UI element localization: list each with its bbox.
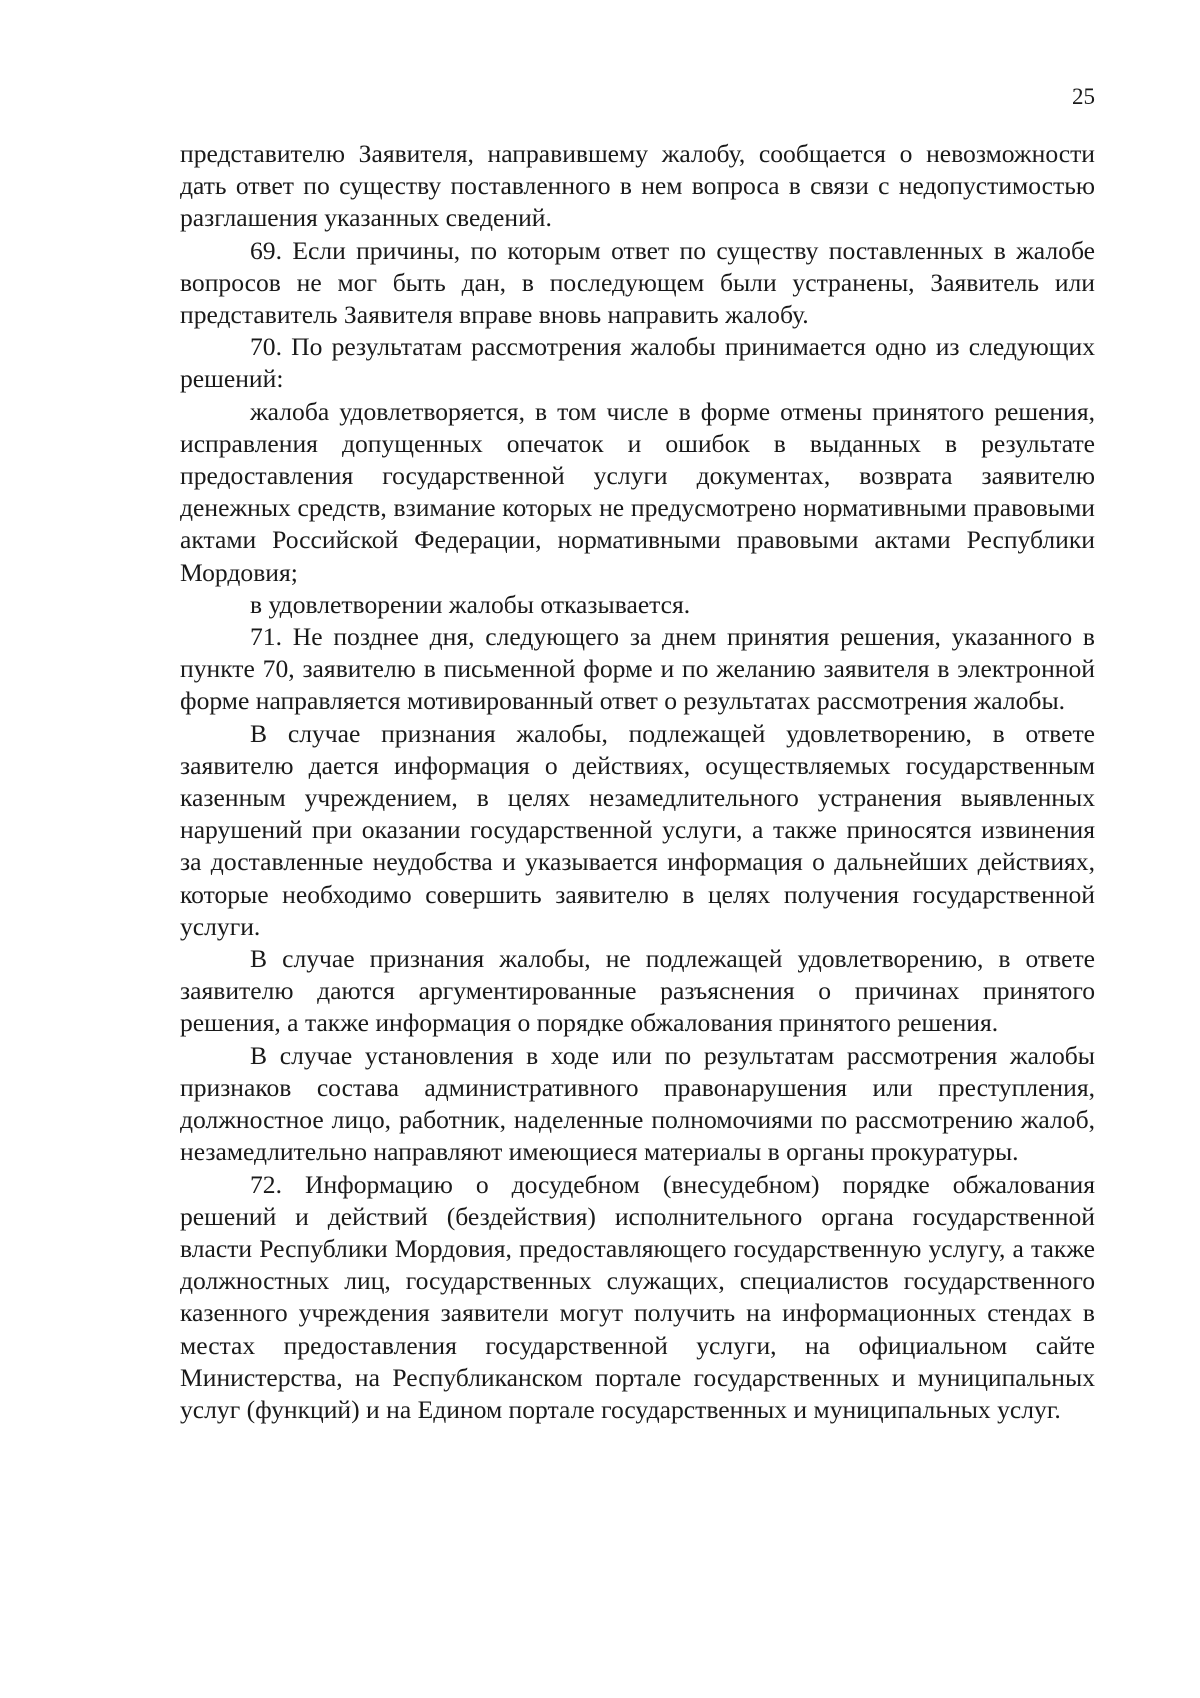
paragraph-clause-71: 71. Не позднее дня, следующего за днем принятия решения, указанного в пункте 70, заявителю в письменной форме и по желанию заявителя в электронной форме направляется мотивированный ответ о результатах рассмотрения жалобы. (180, 622, 1095, 716)
paragraph: в удовлетворении жалобы отказывается. (250, 589, 691, 619)
paragraph: В случае признания жалобы, подлежащей удовлетворению, в ответе заявителю дается информация о действиях, осуществляемых государственным казенным учреждением, в целях незамедлительного устранения выявленных нарушений при оказании государственной услуги, а также приносятся извинения за доставленные неудобства и указывается информация о дальнейших действиях, которые необходимо совершить заявителю в целях получения государственной услуги. (180, 718, 1095, 941)
page-number: 25 (1072, 84, 1095, 109)
paragraph: представителю Заявителя, направившему жалобу, сообщается о невозможности дать ответ по существу поставленного в нем вопроса в связи с недопустимостью разглашения указанных сведений. (180, 139, 1095, 233)
paragraph: жалоба удовлетворяется, в том числе в форме отмены принятого решения, исправления допущенных опечаток и ошибок в выданных в результате предоставления государственной услуги документах, возврата заявителю денежных средств, взимание которых не предусмотрено нормативными правовыми актами Российской Федерации, нормативными правовыми актами Республики Мордовия; (180, 396, 1095, 587)
paragraph-clause-69: 69. Если причины, по которым ответ по существу поставленных в жалобе вопросов не мог быть дан, в последующем были устранены, Заявитель или представитель Заявителя вправе вновь направить жалобу. (180, 235, 1095, 330)
paragraph: В случае установления в ходе или по результатам рассмотрения жалобы признаков состава административного правонарушения или преступления, должностное лицо, работник, наделенные полномочиями по рассмотрению жалоб, незамедлительно направляют имеющиеся материалы в органы прокуратуры. (180, 1040, 1095, 1167)
paragraph-clause-70: 70. По результатам рассмотрения жалобы принимается одно из следующих решений: (180, 332, 1095, 394)
paragraph: В случае признания жалобы, не подлежащей удовлетворению, в ответе заявителю даются аргументированные разъяснения о причинах принятого решения, а также информация о порядке обжалования принятого решения. (180, 944, 1095, 1038)
paragraph-clause-72: 72. Информацию о досудебном (внесудебном) порядке обжалования решений и действий (бездействия) исполнительного органа государственной власти Республики Мордовия, предоставляющего государственную услугу, а также должностных лиц, государственных служащих, специалистов государственного казенного учреждения заявители могут получить на информационных стендах в местах предоставления государственной услуги, на официальном сайте Министерства, на Республиканском портале государственных и муниципальных услуг (функций) и на Едином портале государственных и муниципальных услуг. (180, 1169, 1095, 1424)
document-body (180, 138, 1095, 1426)
